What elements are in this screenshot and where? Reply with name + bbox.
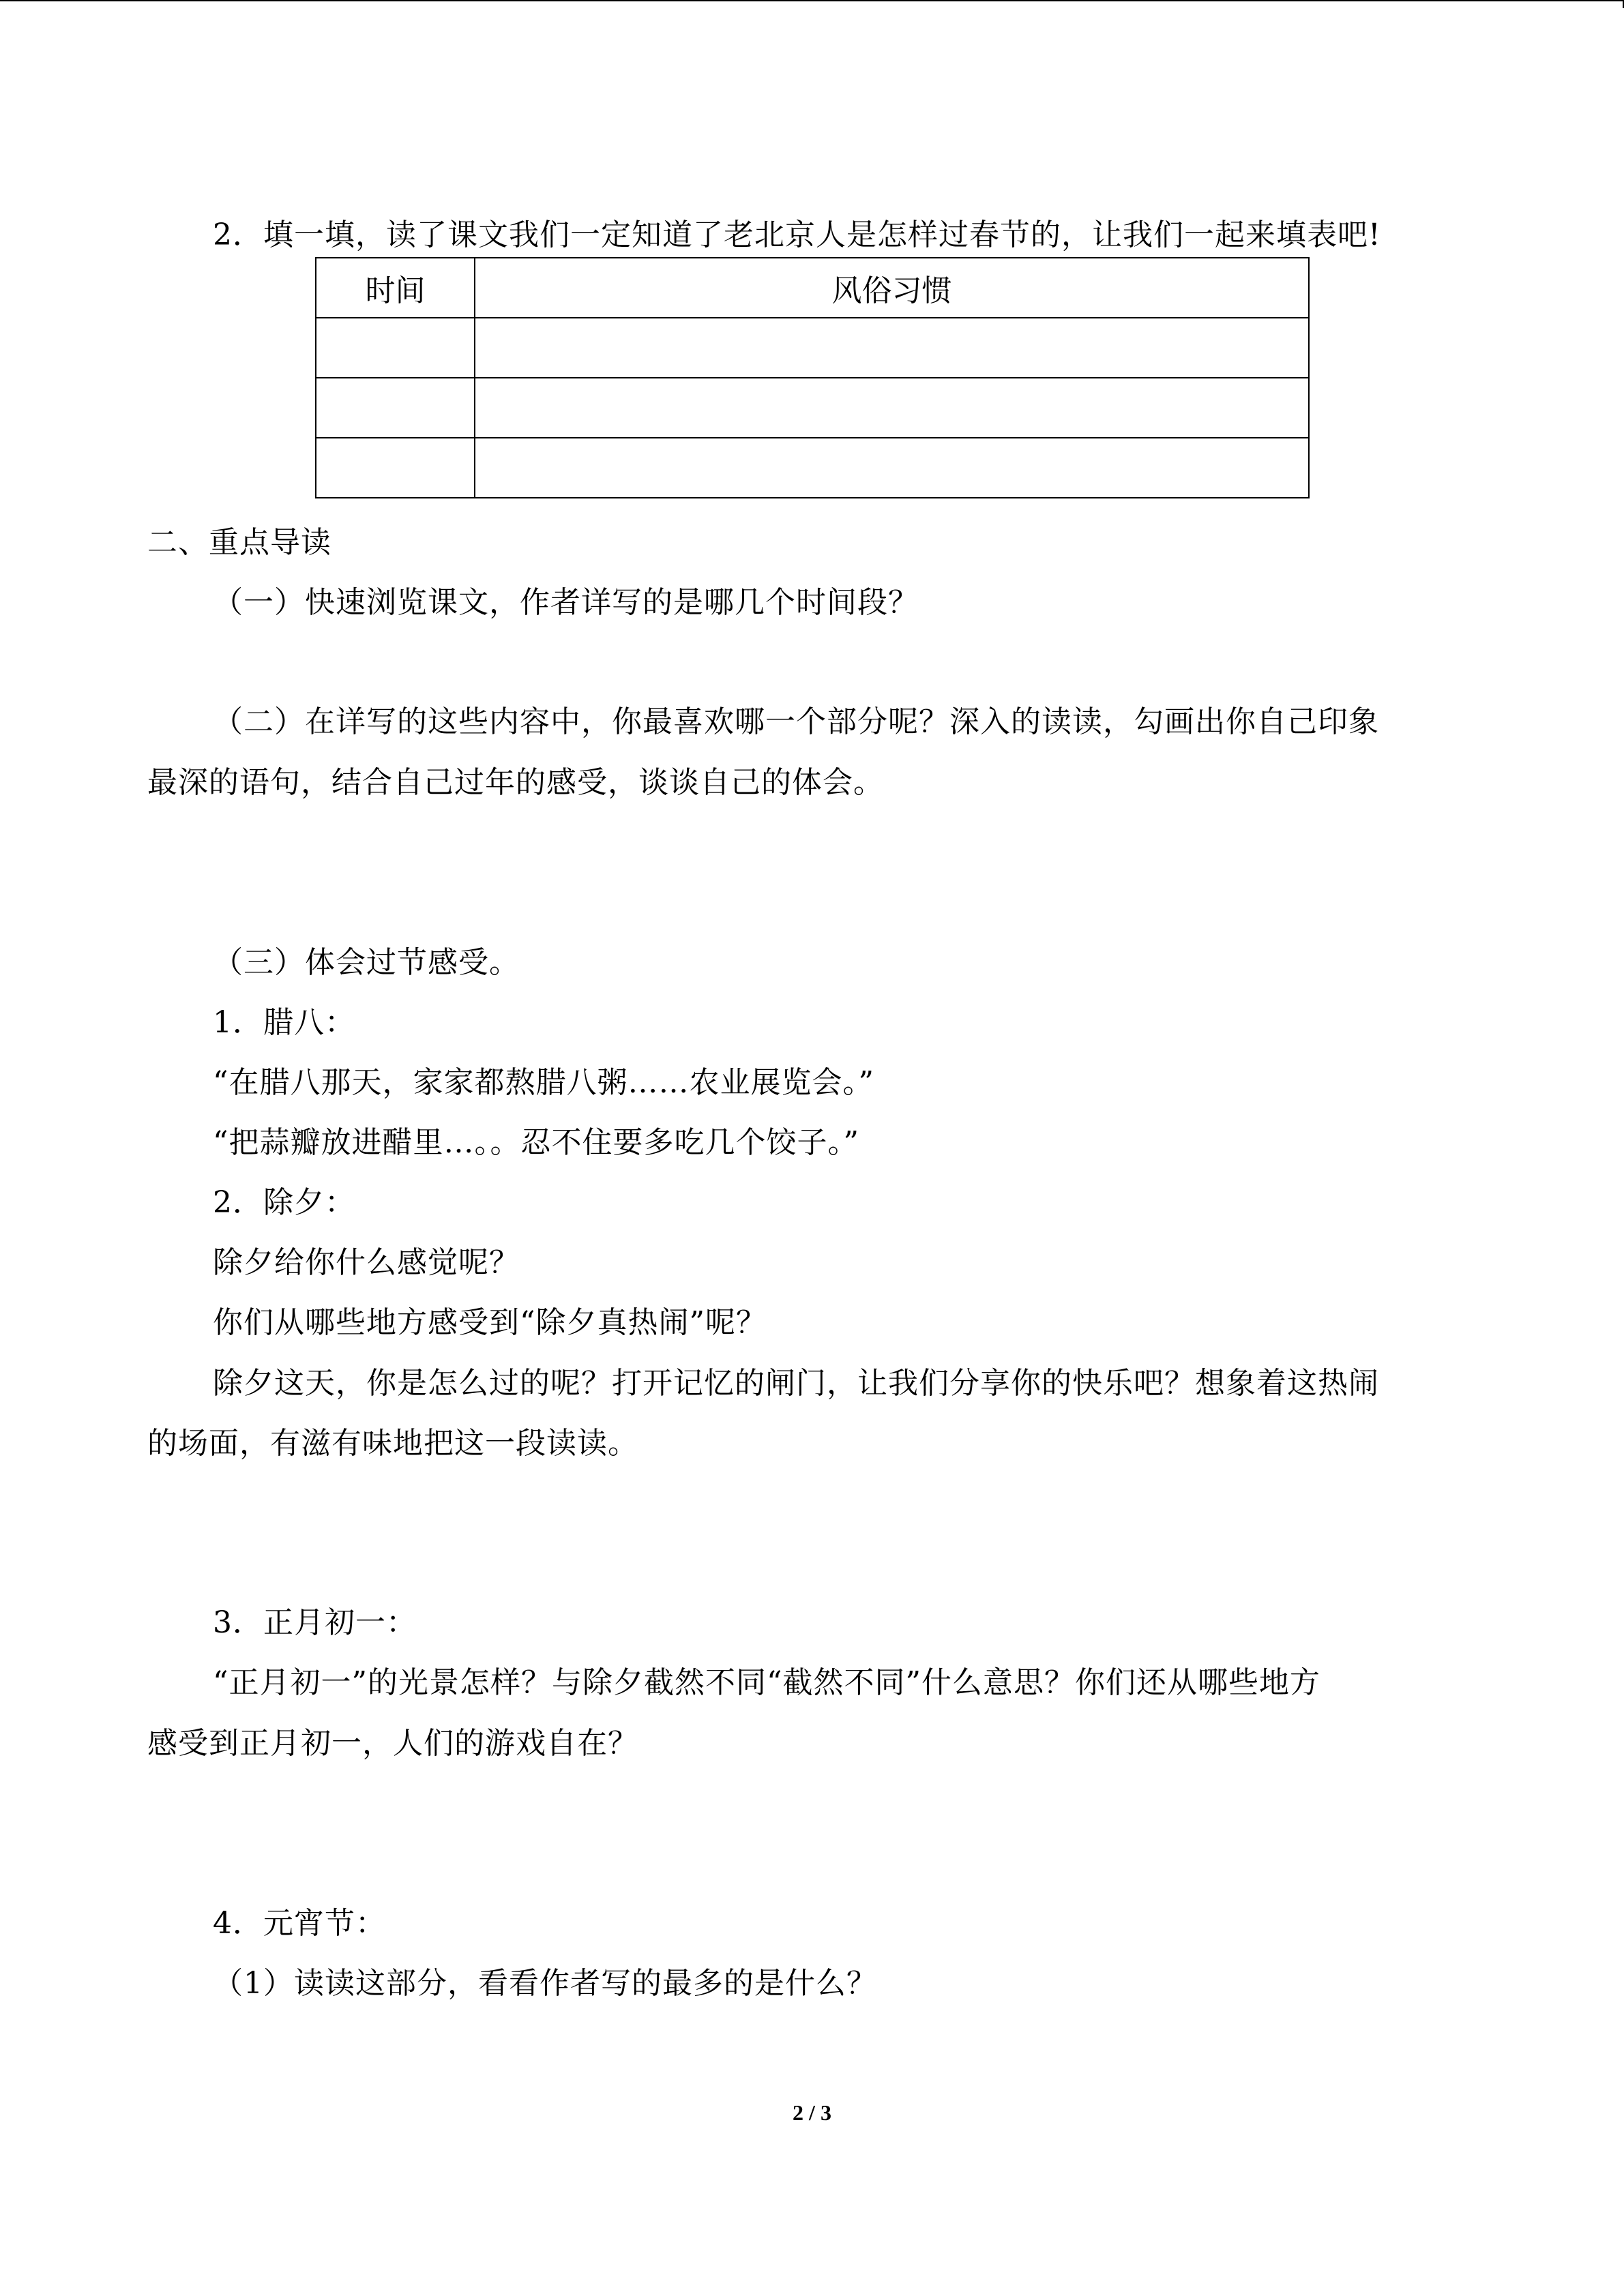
table-cell-customs[interactable] <box>475 378 1309 438</box>
page-number: 2 / 3 <box>793 2100 831 2125</box>
table-row <box>316 438 1309 498</box>
table-row <box>316 378 1309 438</box>
guide-part-2-line-1: （二）在详写的这些内容中，你最喜欢哪一个部分呢？深入的读读，勾画出你自己印象 <box>213 704 1379 739</box>
table-cell-time[interactable] <box>316 438 475 498</box>
yuanxiao-title: 4．元宵节： <box>213 1906 386 1941</box>
chuyi-title: 3．正月初一： <box>213 1605 417 1640</box>
laba-quote-2: “把蒜瓣放进醋里…。。忍不住要多吃几个饺子。” <box>213 1125 859 1160</box>
table-header-row <box>316 258 1309 318</box>
chuxi-question-2: 你们从哪些地方感受到“除夕真热闹”呢？ <box>213 1305 767 1340</box>
chuyi-question-line-1: “正月初一”的光景怎样？与除夕截然不同“截然不同”什么意思？你们还从哪些地方 <box>213 1665 1320 1700</box>
laba-title: 1．腊八： <box>213 1005 355 1040</box>
chuxi-title: 2．除夕： <box>213 1185 355 1220</box>
laba-quote-1: “在腊八那天，家家都熬腊八粥……农业展览会。” <box>213 1065 874 1100</box>
chuxi-question-3-line-2: 的场面，有滋有味地把这一段读读。 <box>147 1426 638 1461</box>
yuanxiao-question-1: （1）读读这部分，看看作者写的最多的是什么？ <box>213 1966 877 2001</box>
chuyi-question-line-2: 感受到正月初一，人们的游戏自在？ <box>147 1726 638 1761</box>
guide-part-1: （一）快速浏览课文，作者详写的是哪几个时间段？ <box>213 585 919 620</box>
table-cell-time[interactable] <box>316 378 475 438</box>
top-border-line <box>0 0 1624 1</box>
guide-part-3: （三）体会过节感受。 <box>213 945 520 980</box>
customs-table <box>315 257 1310 498</box>
table-cell-customs[interactable] <box>475 438 1309 498</box>
chuxi-question-1: 除夕给你什么感觉呢？ <box>213 1245 520 1280</box>
table-header-customs: 风俗习惯 <box>475 258 1309 318</box>
table-cell-customs[interactable] <box>475 318 1309 378</box>
table-cell-time[interactable] <box>316 318 475 378</box>
question-2-intro: 2．填一填，读了课文我们一定知道了老北京人是怎样过春节的，让我们一起来填表吧! <box>213 218 1381 252</box>
chuxi-question-3-line-1: 除夕这天，你是怎么过的呢？打开记忆的闸门，让我们分享你的快乐吧？想象着这热闹 <box>213 1366 1379 1401</box>
guide-part-2-line-2: 最深的语句，结合自己过年的感受，谈谈自己的体会。 <box>147 765 884 800</box>
table-header-time: 时间 <box>316 258 475 318</box>
section-2-title: 二、重点导读 <box>147 525 331 560</box>
table-row <box>316 318 1309 378</box>
